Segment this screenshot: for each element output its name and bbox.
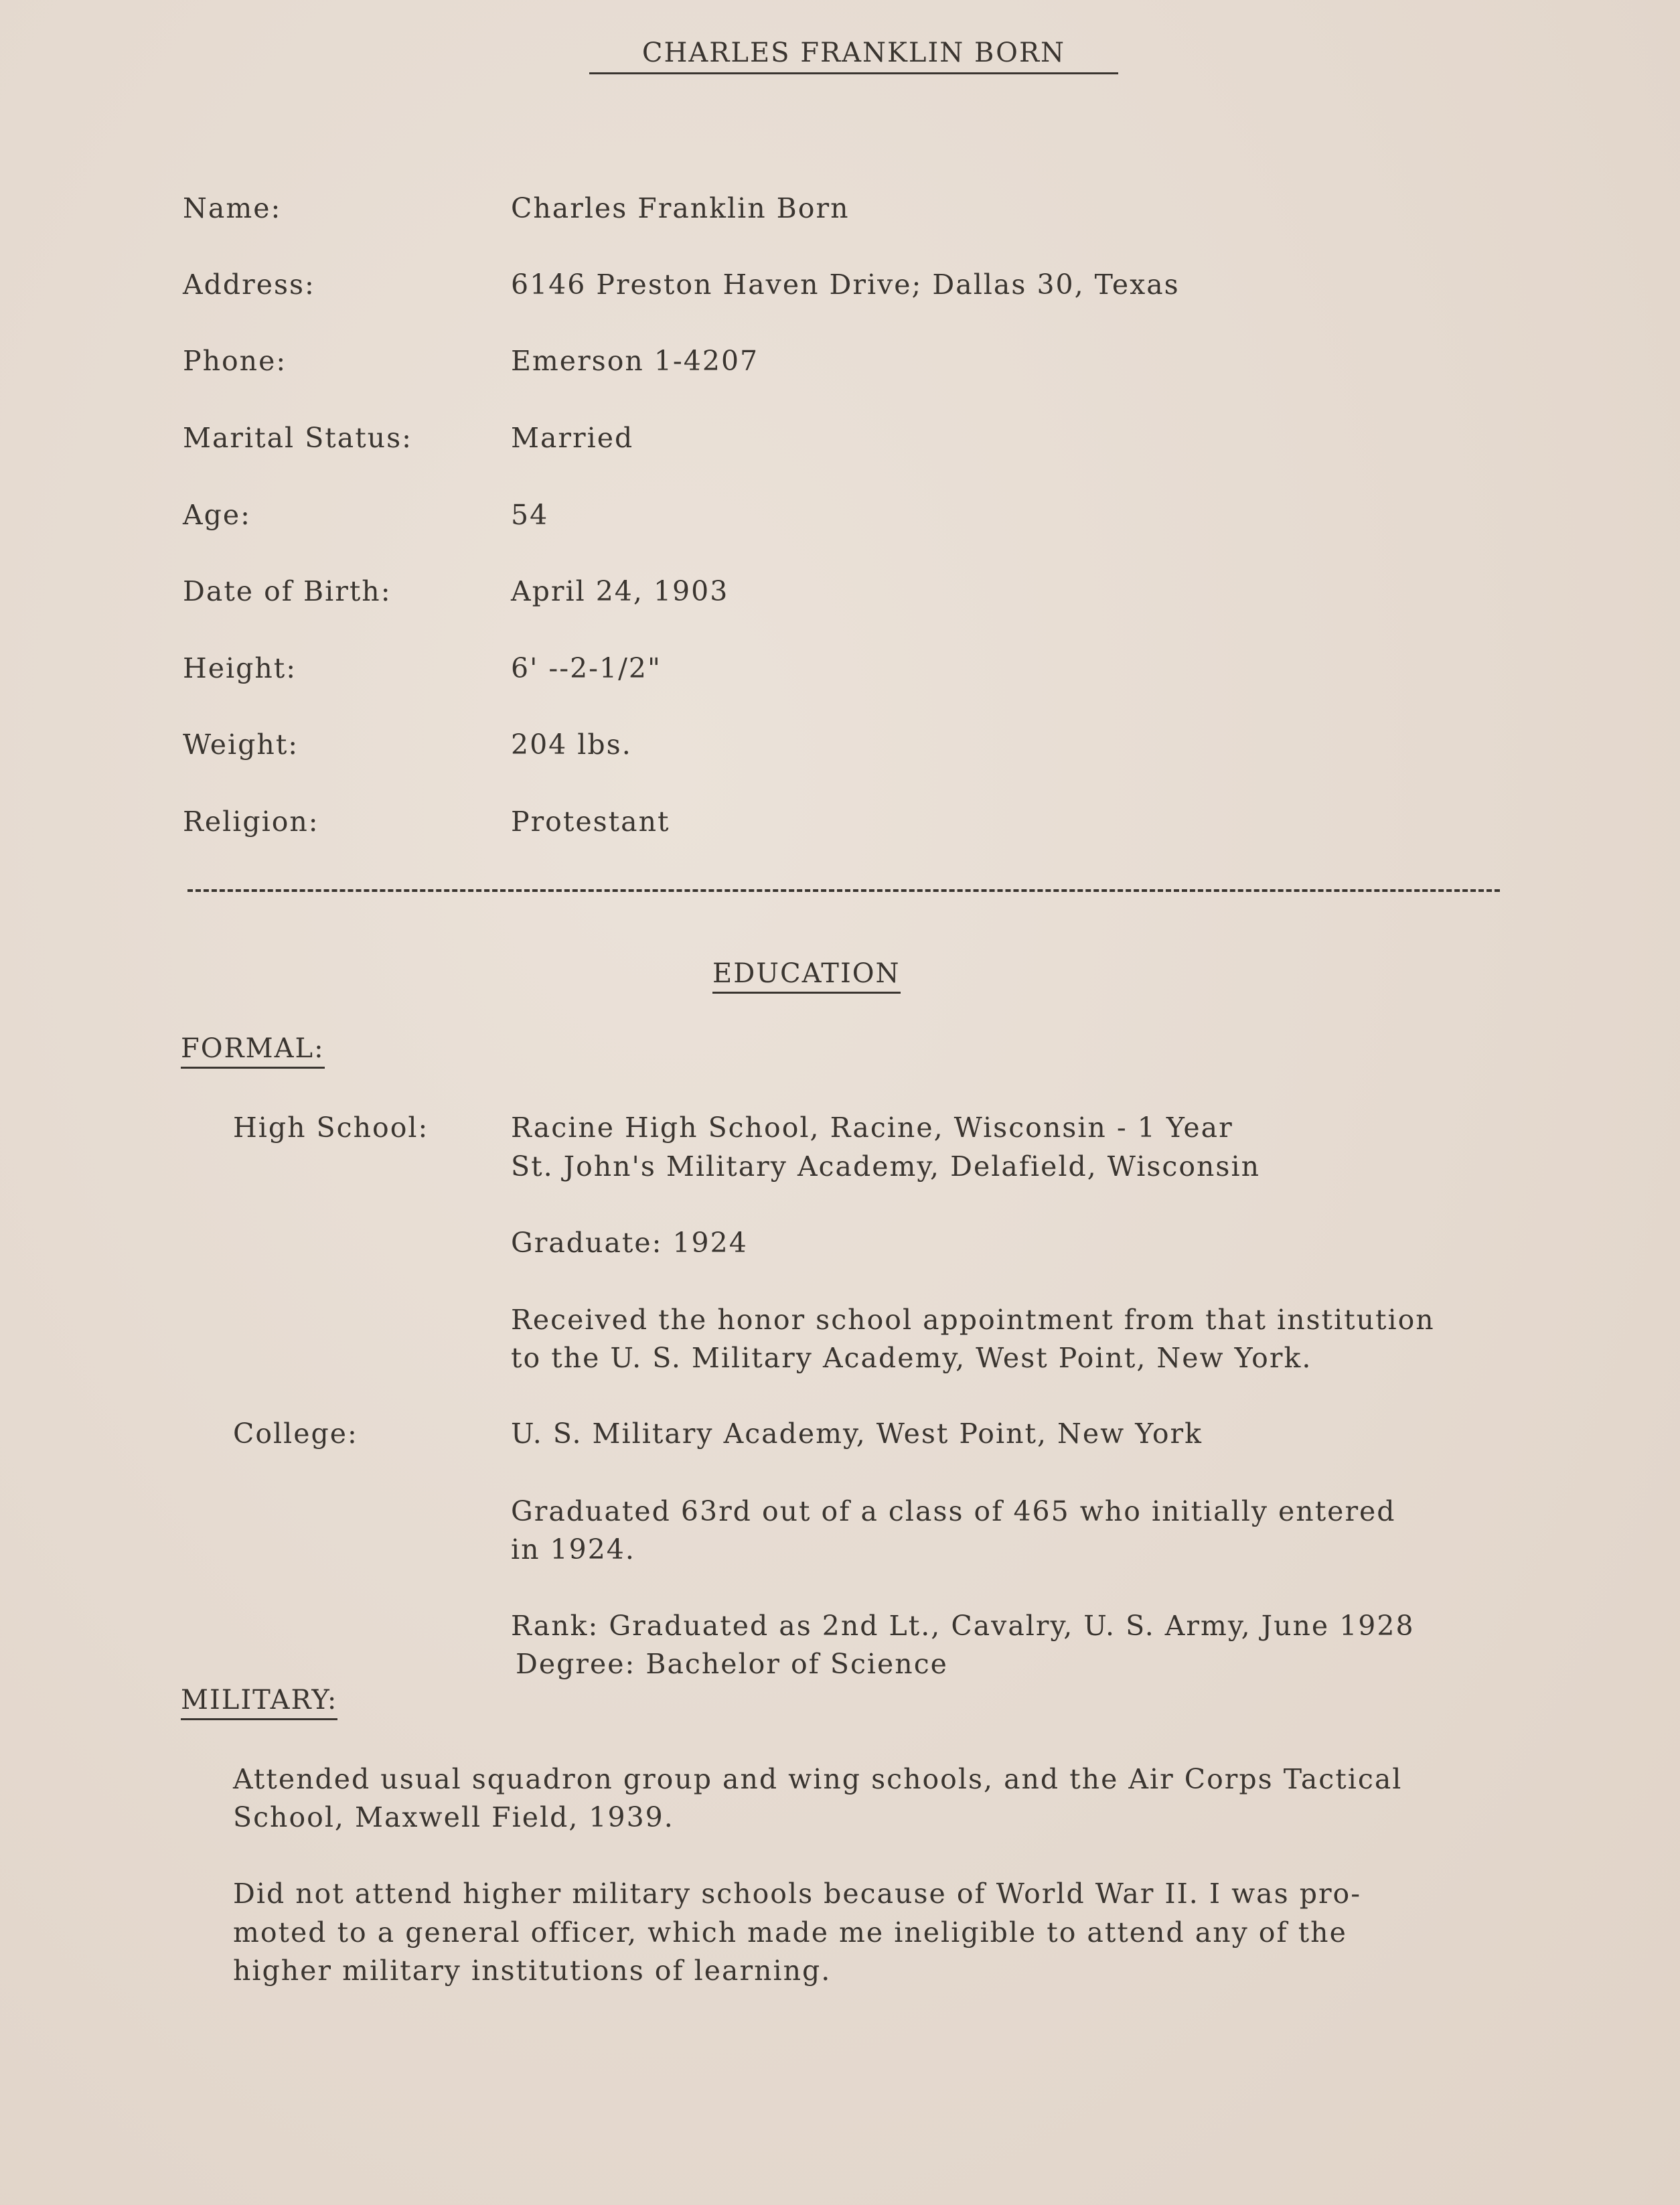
religion-value: Protestant (511, 806, 670, 838)
college-rank: Rank: Graduated as 2nd Lt., Cavalry, U. S. Army, June 1928 (511, 1610, 1415, 1642)
college-line: U. S. Military Academy, West Point, New York (511, 1418, 1203, 1450)
military-line: Did not attend higher military schools because of World War II. I was pro- (233, 1878, 1362, 1910)
college-label: College: (233, 1418, 358, 1450)
high-school-line: to the U. S. Military Academy, West Point, New York. (511, 1342, 1312, 1374)
formal-heading: FORMAL: (181, 1033, 325, 1069)
religion-label: Religion: (183, 806, 319, 838)
college-line: in 1924. (511, 1533, 635, 1566)
address-value: 6146 Preston Haven Drive; Dallas 30, Texas (511, 269, 1180, 301)
date-of-birth-label: Date of Birth: (183, 575, 392, 607)
college-degree: Degree: Bachelor of Science (516, 1648, 948, 1680)
date-of-birth-value: April 24, 1903 (511, 575, 729, 607)
military-line: higher military institutions of learning. (233, 1955, 832, 1987)
age-value: 54 (511, 499, 549, 531)
address-label: Address: (183, 269, 315, 301)
dashed-divider (187, 889, 1500, 892)
military-heading: MILITARY: (181, 1685, 337, 1720)
education-heading: EDUCATION (712, 958, 901, 994)
document-title: CHARLES FRANKLIN BORN (589, 37, 1118, 74)
name-label: Name: (183, 192, 282, 224)
marital-status-value: Married (511, 422, 634, 454)
marital-status-label: Marital Status: (183, 422, 412, 454)
high-school-line: St. John's Military Academy, Delafield, Wisconsin (511, 1150, 1260, 1183)
high-school-line: Received the honor school appointment from that institution (511, 1304, 1435, 1336)
phone-value: Emerson 1-4207 (511, 345, 759, 377)
military-line: School, Maxwell Field, 1939. (233, 1801, 674, 1833)
phone-label: Phone: (183, 345, 287, 377)
military-line: Attended usual squadron group and wing schools, and the Air Corps Tactical (233, 1763, 1403, 1795)
age-label: Age: (183, 499, 251, 531)
weight-label: Weight: (183, 729, 299, 761)
high-school-label: High School: (233, 1112, 429, 1144)
height-value: 6' --2-1/2" (511, 652, 662, 684)
name-value: Charles Franklin Born (511, 192, 850, 224)
weight-value: 204 lbs. (511, 729, 632, 761)
high-school-line: Racine High School, Racine, Wisconsin - 1 Year (511, 1112, 1233, 1144)
height-label: Height: (183, 652, 297, 684)
college-line: Graduated 63rd out of a class of 465 who initially entered (511, 1495, 1396, 1527)
high-school-graduate: Graduate: 1924 (511, 1227, 748, 1259)
military-line: moted to a general officer, which made me ineligible to attend any of the (233, 1916, 1347, 1949)
